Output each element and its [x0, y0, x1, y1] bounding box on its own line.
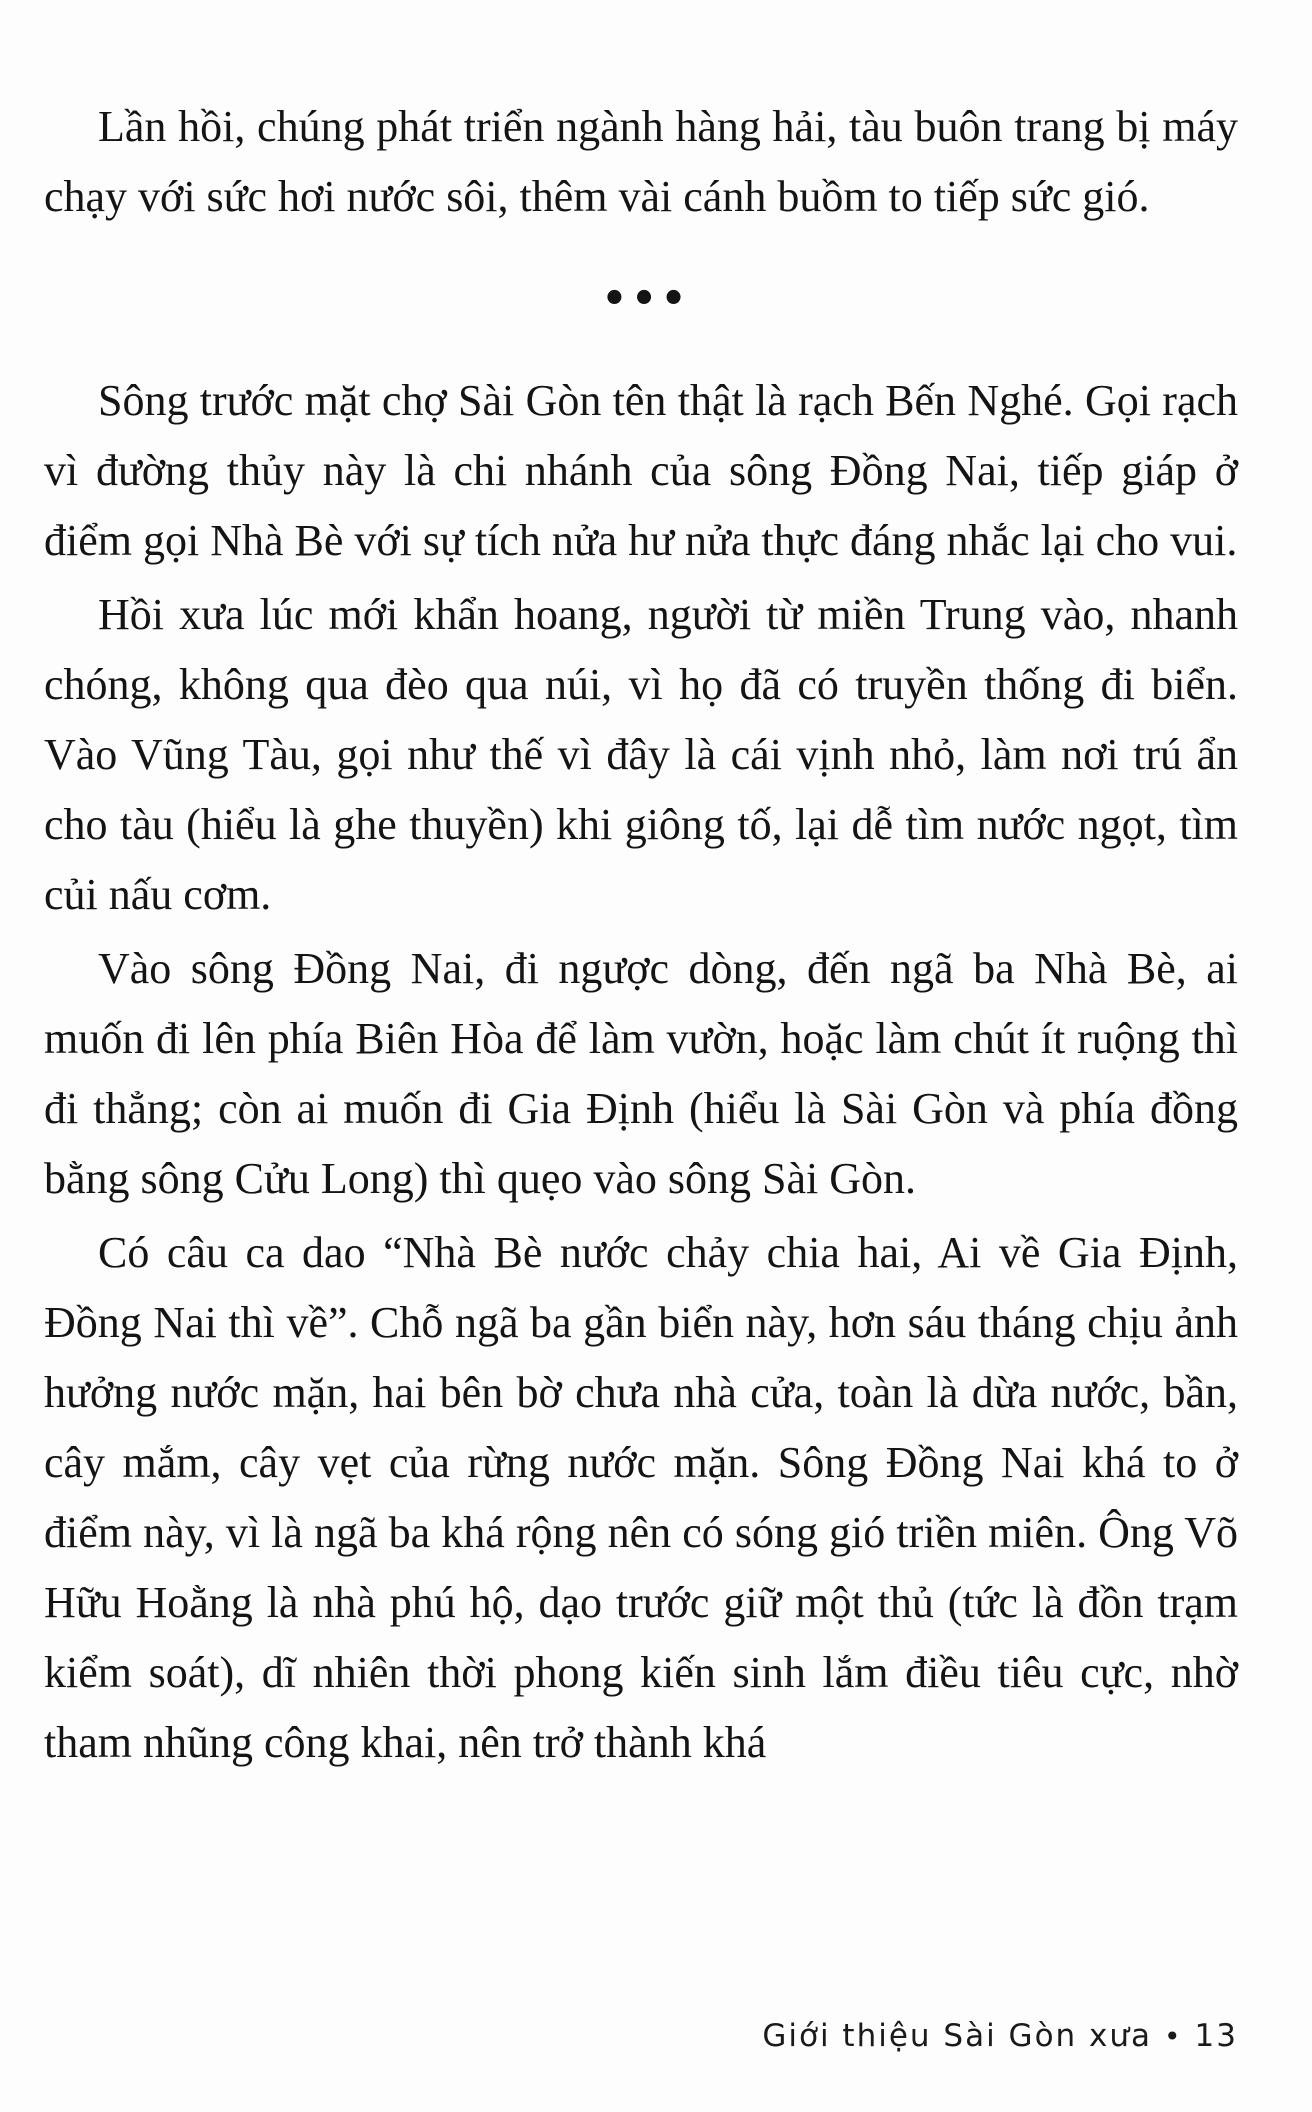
paragraph-khan-hoang: Hồi xưa lúc mới khẩn hoang, người từ miền Trung vào, nhanh chóng, không qua đèo qua núi, vì họ đã có truyền thống đi biển. Vào Vũng Tàu, gọi như thế vì đây là cái vịnh nhỏ, làm nơi trú ẩn cho tàu (hiểu là ghe thuyền) khi giông tố, lại dễ tìm nước ngọt, tìm củi nấu cơm. [44, 590, 1238, 919]
paragraph-ben-nghe: Sông trước mặt chợ Sài Gòn tên thật là rạch Bến Nghé. Gọi rạch vì đường thủy này là chi nhánh của sông Đồng Nai, tiếp giáp ở điểm gọi Nhà Bè với sự tích nửa hư nửa thực đáng nhắc lại cho vui. [44, 376, 1238, 565]
paragraph-opening: Lần hồi, chúng phát triển ngành hàng hải, tàu buôn trang bị máy chạy với sức hơi nước sôi, thêm vài cánh buồm to tiếp sức gió. [44, 102, 1238, 221]
running-title: Giới thiệu Sài Gòn xưa [762, 2018, 1153, 2054]
running-footer [762, 2018, 1238, 2054]
footer-bullet: • [1164, 2020, 1183, 2053]
paragraph-ca-dao: Có câu ca dao “Nhà Bè nước chảy chia hai, Ai về Gia Định, Đồng Nai thì về”. Chỗ ngã ba gần biển này, hơn sáu tháng chịu ảnh hưởng nước mặn, hai bên bờ chưa nhà cửa, toàn là dừa nước, bần, cây mắm, cây vẹt của rừng nước mặn. Sông Đồng Nai khá to ở điểm này, vì là ngã ba khá rộng nên có sóng gió triền miên. Ông Võ Hữu Hoằng là nhà phú hộ, dạo trước giữ một thủ (tức là đồn trạm kiểm soát), dĩ nhiên thời phong kiến sinh lắm điều tiêu cực, nhờ tham nhũng công khai, nên trở thành khá [44, 1228, 1238, 1767]
page-number: 13 [1194, 2018, 1238, 2054]
body-text [44, 92, 1238, 1778]
section-separator: ••• [601, 276, 691, 322]
paragraph-song-dong-nai: Vào sông Đồng Nai, đi ngược dòng, đến ngã ba Nhà Bè, ai muốn đi lên phía Biên Hòa để làm vườn, hoặc làm chút ít ruộng thì đi thẳng; còn ai muốn đi Gia Định (hiểu là Sài Gòn và phía đồng bằng sông Cửu Long) thì quẹo vào sông Sài Gòn. [44, 944, 1238, 1203]
